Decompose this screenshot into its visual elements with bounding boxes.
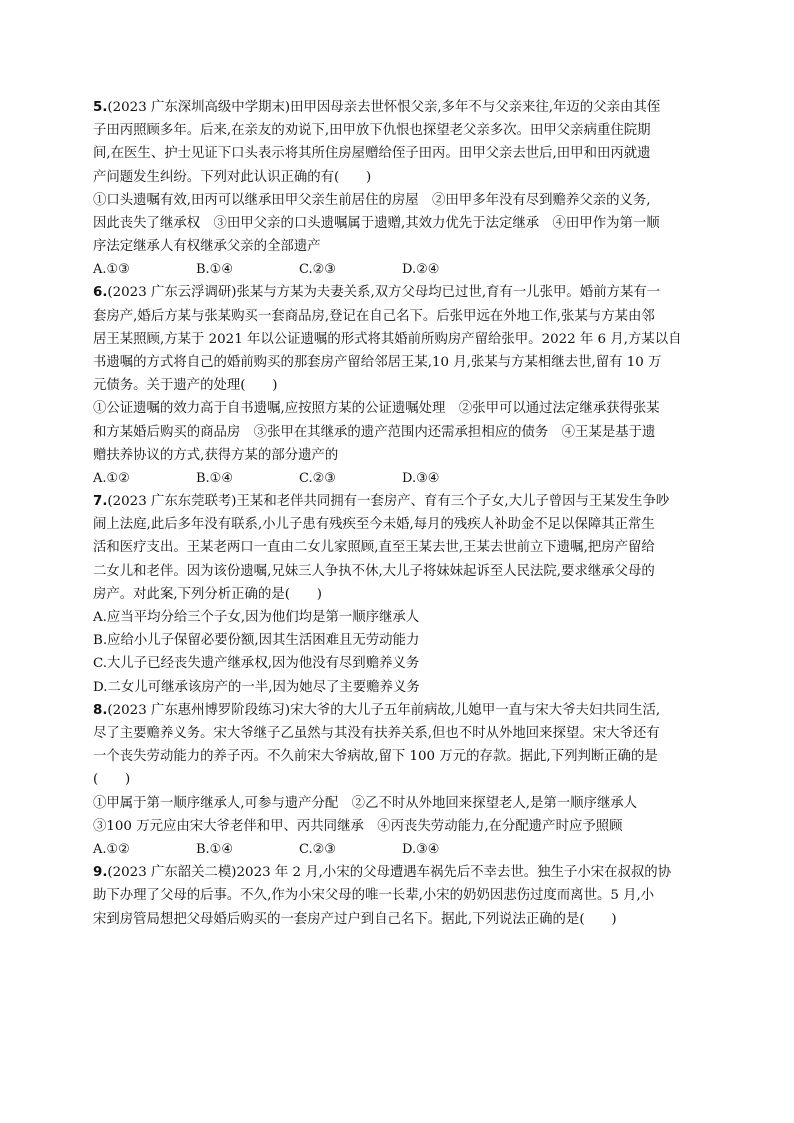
question-text-line: 套房产,婚后方某与张某购买一套商品房,登记在自己名下。后张甲远在外地工作,张某与方某由邻 bbox=[93, 308, 655, 324]
question-text-line: 宋到房管局想把父母婚后购买的一套房产过户到自己名下。据此,下列说法正确的是( ) bbox=[93, 911, 617, 927]
question-stem-text: (2023 广东韶关二模)2023 年 2 月,小宋的父母遭遇车祸先后不幸去世。独生子小宋在叔叔的协 bbox=[107, 865, 672, 881]
answer-option: C.②③ bbox=[299, 262, 336, 278]
question-text-line: 闹上法庭,此后多年没有联系,小儿子患有残疾至今未婚,每月的残疾人补助金不足以保障其正常生 bbox=[93, 517, 655, 533]
question-number: 5. bbox=[93, 100, 108, 115]
question-stem-text: (2023 广东深圳高级中学期末)田甲因母亲去世怀恨父亲,多年不与父亲来往,年迈的父亲由其侄 bbox=[107, 100, 661, 115]
question-text-line: 赠扶养协议的方式,获得方某的部分遗产的 bbox=[93, 447, 339, 463]
question-text-line: 序法定继承人有权继承父亲的全部遗产 bbox=[93, 239, 321, 255]
question-stem-text: (2023 广东东莞联考)王某和老伴共同拥有一套房产、育有三个子女,大儿子曾因与王某发生争吵 bbox=[107, 494, 670, 510]
question-text-line bbox=[93, 861, 704, 884]
answer-option: C.②③ bbox=[299, 471, 336, 487]
question-text-line: 助下办理了父母的后事。不久,作为小宋父母的唯一长辈,小宋的奶奶因悲伤过度而离世。5 月,小 bbox=[93, 888, 655, 904]
question-text-line: ①口头遗嘱有效,田丙可以继承田甲父亲生前居住的房屋 ②田甲多年没有尽到赡养父亲的义务, bbox=[93, 192, 651, 208]
question-text-line: 因此丧失了继承权 ③田甲父亲的口头遗嘱属于遗赠,其效力优先于法定继承 ④田甲作为第一顺 bbox=[93, 216, 660, 232]
question-text-line: 子田丙照顾多年。后来,在亲友的劝说下,田甲放下仇恨也探望老父亲多次。田甲父亲病重住院期 bbox=[93, 123, 651, 139]
question-text-line: 间,在医生、护士见证下口头表示将其所住房屋赠给侄子田丙。田甲父亲去世后,田甲和田丙就遗 bbox=[93, 146, 651, 162]
question-text-line: C.大儿子已经丧失遗产继承权,因为他没有尽到赡养义务 bbox=[93, 656, 420, 672]
question-block bbox=[93, 699, 704, 861]
question-block bbox=[93, 861, 704, 931]
question-text-line: 二女儿和老伴。因为该份遗嘱,兄妹三人争执不休,大儿子将妹妹起诉至人民法院,要求继承父母的 bbox=[93, 563, 655, 579]
question-stem-text: (2023 广东惠州博罗阶段练习)宋大爷的大儿子五年前病故,儿媳甲一直与宋大爷夫妇共同生活, bbox=[107, 702, 661, 718]
answer-option: A.①③ bbox=[93, 262, 130, 278]
question-text-line bbox=[93, 490, 704, 513]
question-text-line: B.应给小儿子保留必要份额,因其生活困难且无劳动能力 bbox=[93, 633, 420, 649]
question-text-line bbox=[93, 96, 704, 119]
answer-option: B.①④ bbox=[196, 842, 233, 858]
answer-option: D.②④ bbox=[402, 262, 440, 278]
question-page bbox=[93, 96, 704, 931]
answer-options bbox=[93, 838, 704, 861]
question-block bbox=[93, 490, 704, 699]
question-text-line: ①公证遗嘱的效力高于自书遗嘱,应按照方某的公证遗嘱处理 ②张甲可以通过法定继承获得张某 bbox=[93, 401, 660, 417]
question-text-line: 和方某婚后购买的商品房 ③张甲在其继承的遗产范围内还需承担相应的债务 ④王某是基于遗 bbox=[93, 424, 656, 440]
question-text-line bbox=[93, 699, 704, 722]
answer-option: A.①② bbox=[93, 471, 130, 487]
question-text-line: A.应当平均分给三个子女,因为他们均是第一顺序继承人 bbox=[93, 610, 420, 626]
question-text-line: 尽了主要赡养义务。宋大爷继子乙虽然与其没有扶养关系,但也不时从外地回来探望。宋大爷还有 bbox=[93, 726, 660, 742]
question-number: 6. bbox=[93, 285, 108, 301]
question-text-line: ③100 万元应由宋大爷老伴和甲、丙共同继承 ④丙丧失劳动能力,在分配遗产时应予照顾 bbox=[93, 818, 623, 834]
question-number: 7. bbox=[93, 494, 108, 510]
question-text-line: 房产。对此案,下列分析正确的是( ) bbox=[93, 586, 322, 602]
question-text-line: 书遗嘱的方式将自己的婚前购买的那套房产留给邻居王某,10 月,张某与方某相继去世,留有 10 万 bbox=[93, 355, 662, 371]
question-number: 9. bbox=[93, 865, 108, 881]
answer-option: B.①④ bbox=[196, 471, 233, 487]
question-text-line: 一个丧失劳动能力的养子丙。不久前宋大爷病故,留下 100 万元的存款。据此,下列判断正确的是 bbox=[93, 749, 658, 765]
answer-option: B.①④ bbox=[196, 262, 233, 278]
question-text-line: D.二女儿可继承该房产的一半,因为她尽了主要赡养义务 bbox=[93, 679, 420, 695]
question-text-line: 居王某照顾,方某于 2021 年以公证遗嘱的形式将其婚前所购房产留给张甲。2022 年 6 月,方某以自 bbox=[93, 331, 682, 347]
answer-option: C.②③ bbox=[299, 842, 336, 858]
question-text-line bbox=[93, 281, 704, 304]
question-text-line: 元债务。关于遗产的处理( ) bbox=[93, 378, 278, 394]
question-text-line: ( ) bbox=[93, 772, 131, 788]
question-text-line: ①甲属于第一顺序继承人,可参与遗产分配 ②乙不时从外地回来探望老人,是第一顺序继承人 bbox=[93, 795, 638, 811]
question-text-line: 产问题发生纠纷。下列对此认识正确的有( ) bbox=[93, 169, 372, 185]
question-block bbox=[93, 96, 704, 281]
question-stem-text: (2023 广东云浮调研)张某与方某为夫妻关系,双方父母均已过世,育有一儿张甲。婚前方某有一 bbox=[107, 285, 661, 301]
question-number: 8. bbox=[93, 702, 108, 718]
answer-option: D.③④ bbox=[402, 471, 440, 487]
question-block bbox=[93, 281, 704, 490]
answer-option: A.①② bbox=[93, 842, 130, 858]
answer-options bbox=[93, 258, 704, 281]
answer-option: D.③④ bbox=[402, 842, 440, 858]
question-text-line: 活和医疗支出。王某老两口一直由二女儿家照顾,直至王某去世,王某去世前立下遗嘱,把房产留给 bbox=[93, 540, 655, 556]
answer-options bbox=[93, 467, 704, 490]
